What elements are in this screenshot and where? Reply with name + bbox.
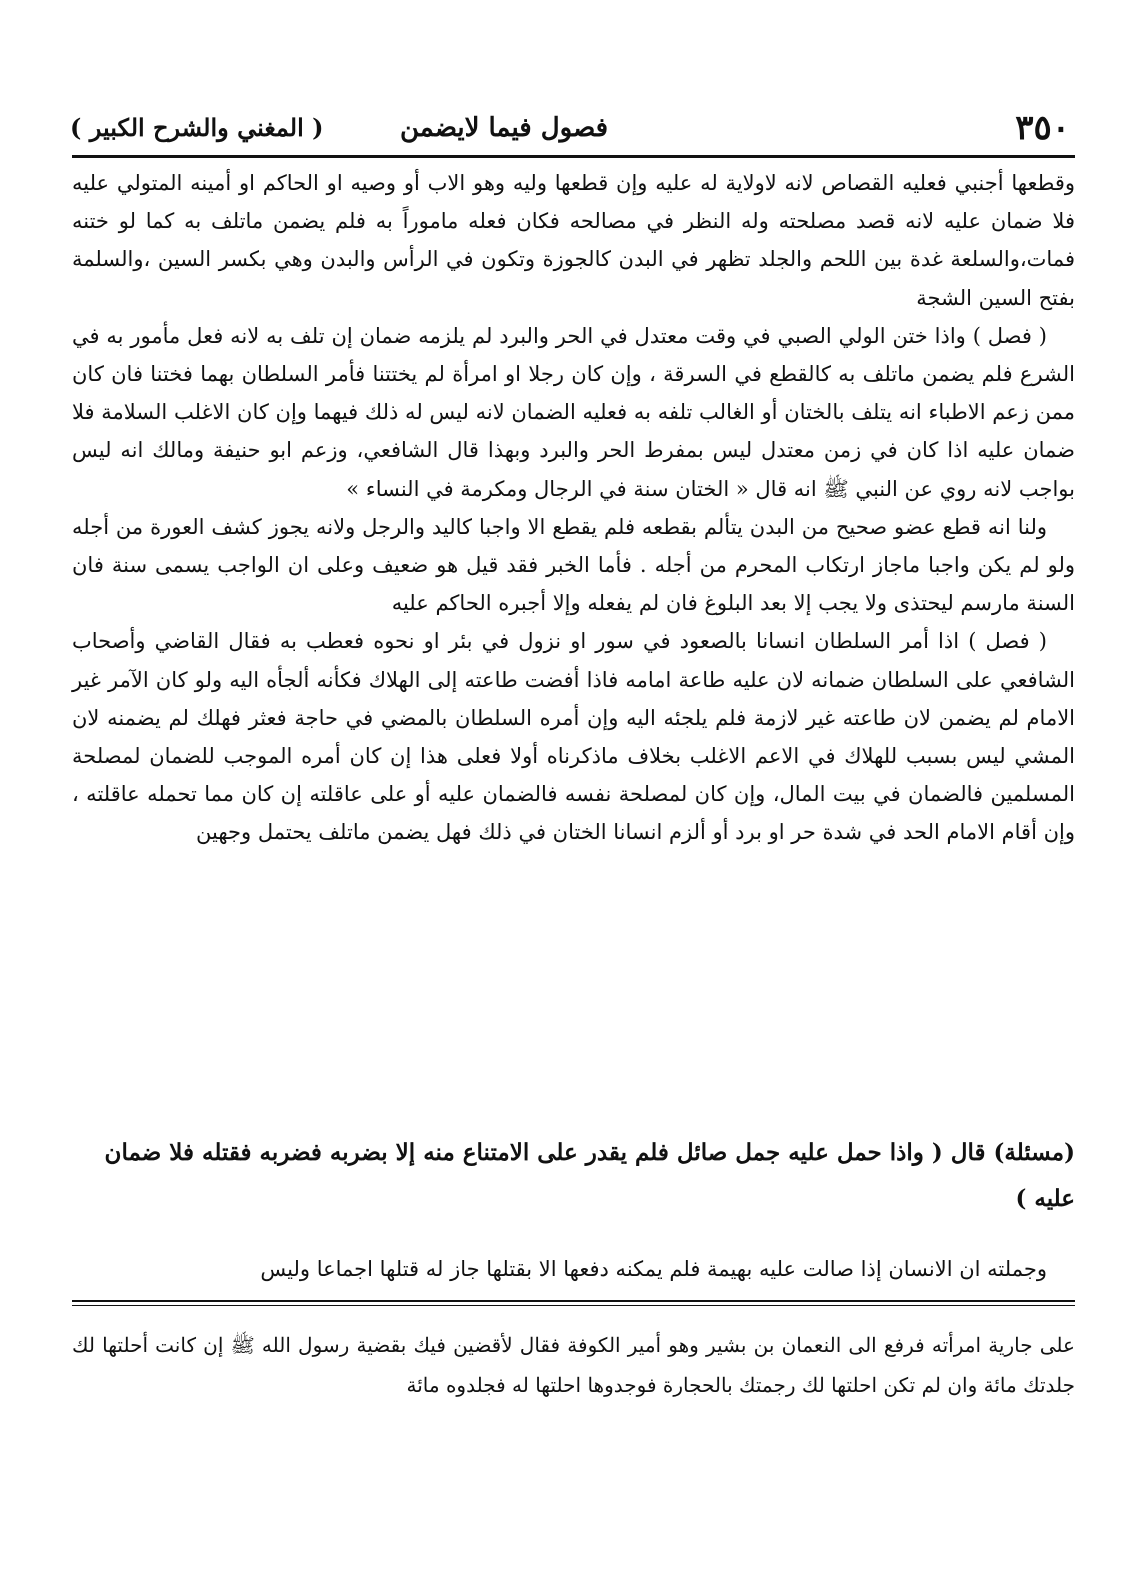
paragraph-fasl-sultan: ( فصل ) اذا أمر السلطان انسانا بالصعود في سور او نزول في بئر او نحوه فعطب به فقال القاضي وأصحاب الشافعي على السلطان ضمانه لان عليه طاعة امامه فاذا أفضت طاعته إلى الهلاك فكأنه ألجأه اليه ولو كان الآمر غير الامام لم يضمن لان طاعته غير لازمة فلم يلجئه اليه وإن أمره السلطان بالمضي في حاجة فعثر فهلك لم يضمنه لان المشي ليس بسبب للهلاك في الاعم الاغلب بخلاف ماذكرناه أولا فعلى هذا إن كان أمره الموجب للضمان لمصلحة المسلمين فالضمان في بيت المال، وإن كان لمصلحة نفسه فالضمان عليه أو على عاقلته إن كان مما تحمله عاقلته ، وإن أقام الامام الحد في شدة حر او برد أو ألزم انسانا الختان في ذلك فهل يضمن ماتلف يحتمل وجهين [72,629,1075,845]
footnote: على جارية امرأته فرفع الى النعمان بن بشير وهو أمير الكوفة فقال لأقضين فيك بقضية رسول الله ﷺ إن كانت أحلتها لك جلدتك مائة وان لم تكن احلتها لك رجمتك بالحجارة فوجدوها احلتها له فجلدوه مائة [72,1333,1075,1397]
page-number: ٣٥٠ [1015,108,1070,148]
footnote-rule [72,1300,1075,1302]
footnote-rule-thin [72,1305,1075,1306]
page-header [70,104,1070,152]
paragraph: وقطعها أجنبي فعليه القصاص لانه لاولاية له عليه وإن قطعها وليه وهو الاب أو وصيه او الحاكم او أمينه المتولي عليه فلا ضمان عليه لانه قصد مصلحته وله النظر في مصالحه فكان فعله ماموراً به فلم يضمن ماتلف به كما لو ختنه فمات،والسلعة غدة بين اللحم والجلد تظهر في البدن كالجوزة وتكون في الرأس والبدن وهي بكسر السين ،والسلمة بفتح السين الشجة [72,171,1075,310]
main-text [72,164,1075,852]
paragraph-fasl-circumcision: ( فصل ) واذا ختن الولي الصبي في وقت معتدل في الحر والبرد لم يلزمه ضمان إن تلف به لانه فعل مأمور به في الشرع فلم يضمن ماتلف به كالقطع في السرقة ، وإن كان رجلا او امرأة لم يختتنا فأمر السلطان بهما فختنا فان كان ممن زعم الاطباء انه يتلف بالختان أو الغالب تلفه به فعليه الضمان لانه ليس له ذلك فيهما وإن كان الاغلب السلامة فلا ضمان عليه اذا كان في زمن معتدل ليس بمفرط الحر والبرد وبهذا قال الشافعي، وزعم ابو حنيفة ومالك انه ليس بواجب لانه روي عن النبي ﷺ انه قال « الختان سنة في الرجال ومكرمة في النساء » [72,323,1075,501]
paragraph: وجملته ان الانسان إذا صالت عليه بهيمة فلم يمكنه دفعها الا بقتلها جاز له قتلها اجماعا وليس [260,1257,1047,1281]
paragraph: ولنا انه قطع عضو صحيح من البدن يتألم بقطعه فلم يقطع الا واجبا كاليد والرجل ولانه يجوز كشف العورة من أجله ولو لم يكن واجبا ماجاز ارتكاب المحرم من أجله . فأما الخبر فقد قيل هو ضعيف وعلى ان الواجب يسمى سنة فان السنة مارسم ليحتذى ولا يجب إلا بعد البلوغ فان لم يفعله وإلا أجبره الحاكم عليه [72,514,1075,616]
masala-heading: (مسئلة) قال ( واذا حمل عليه جمل صائل فلم يقدر على الامتناع منه إلا بضربه فضربه فقتله فلا ضمان عليه ) [104,1139,1075,1212]
book-title: ( المغني والشرح الكبير ) [70,113,324,142]
section-title: فصول فيما لايضمن [400,113,609,143]
header-rule [72,155,1075,158]
